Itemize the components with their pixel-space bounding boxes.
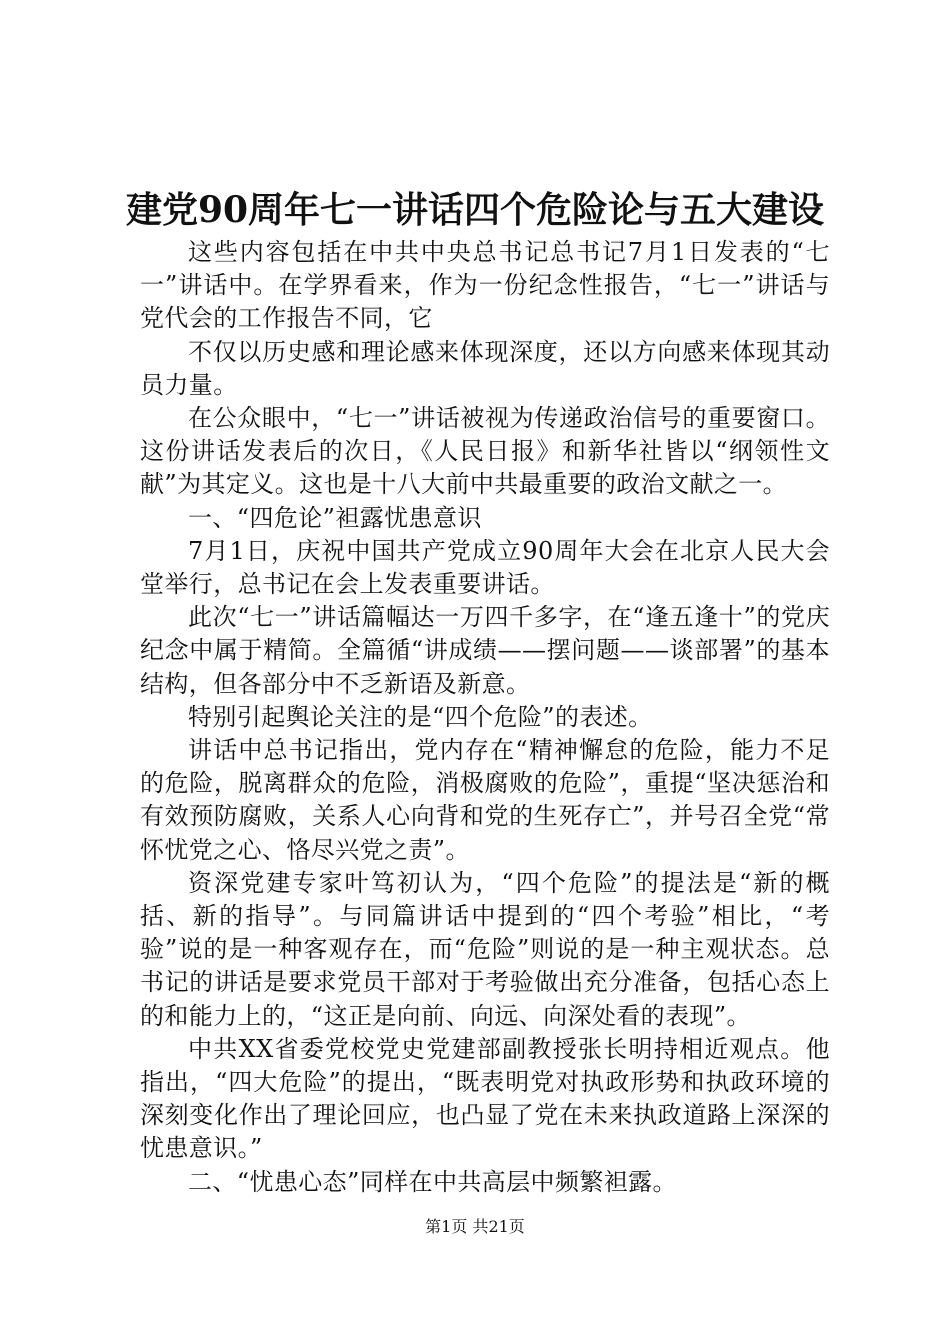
paragraph: 讲话中总书记指出，党内存在“精神懈怠的危险，能力不足的危险，脱离群众的危险，消极腐败的危险”，重提“坚决惩治和有效预防腐败，关系人心向背和党的生死存亡”，并号召全党“常怀忧党之心、恪尽兴党之责”。	[140, 736, 830, 864]
paragraph: 这些内容包括在中共中央总书记总书记7月1日发表的“七一”讲话中。在学界看来，作为一份纪念性报告，“七一”讲话与党代会的工作报告不同，它	[140, 238, 830, 333]
paragraph: 7月1日，庆祝中国共产党成立90周年大会在北京人民大会堂举行，总书记在会上发表重要讲话。	[140, 536, 830, 599]
paragraph: 特别引起舆论关注的是“四个危险”的表述。	[188, 702, 653, 731]
paragraph: 资深党建专家叶笃初认为，“四个危险”的提法是“新的概括、新的指导”。与同篇讲话中提到的“四个考验”相比，“考验”说的是一种客观存在，而“危险”则说的是一种主观状态。总书记的讲话是要求党员干部对于考验做出充分准备，包括心态上的和能力上的，“这正是向前、向远、向深处看的表现”。	[140, 868, 830, 1030]
page-number-footer: 第1页 共21页	[425, 1217, 525, 1236]
paragraph: 在公众眼中，“七一”讲话被视为传递政治信号的重要窗口。这份讲话发表后的次日，《人民日报》和新华社皆以“纲领性文献”为其定义。这也是十八大前中共最重要的政治文献之一。	[140, 404, 830, 499]
document-title: 建党90周年七一讲话四个危险论与五大建设	[125, 189, 825, 231]
paragraph: 此次“七一”讲话篇幅达一万四千多字，在“逢五逢十”的党庆纪念中属于精简。全篇循“讲成绩——摆问题——谈部署”的基本结构，但各部分中不乏新语及新意。	[140, 603, 830, 698]
document-body	[140, 236, 830, 1199]
paragraph: 中共XX省委党校党史党建部副教授张长明持相近观点。他指出，“四大危险”的提出，“既表明党对执政形势和执政环境的深刻变化作出了理论回应，也凸显了党在未来执政道路上深深的忧患意识。”	[140, 1034, 830, 1163]
paragraph: 不仅以历史感和理论感来体现深度，还以方向感来体现其动员力量。	[140, 337, 830, 399]
section-heading: 一、“四危论”袒露忧患意识	[188, 503, 482, 532]
section-heading: 二、“忧患心态”同样在中共高层中频繁袒露。	[188, 1167, 677, 1196]
